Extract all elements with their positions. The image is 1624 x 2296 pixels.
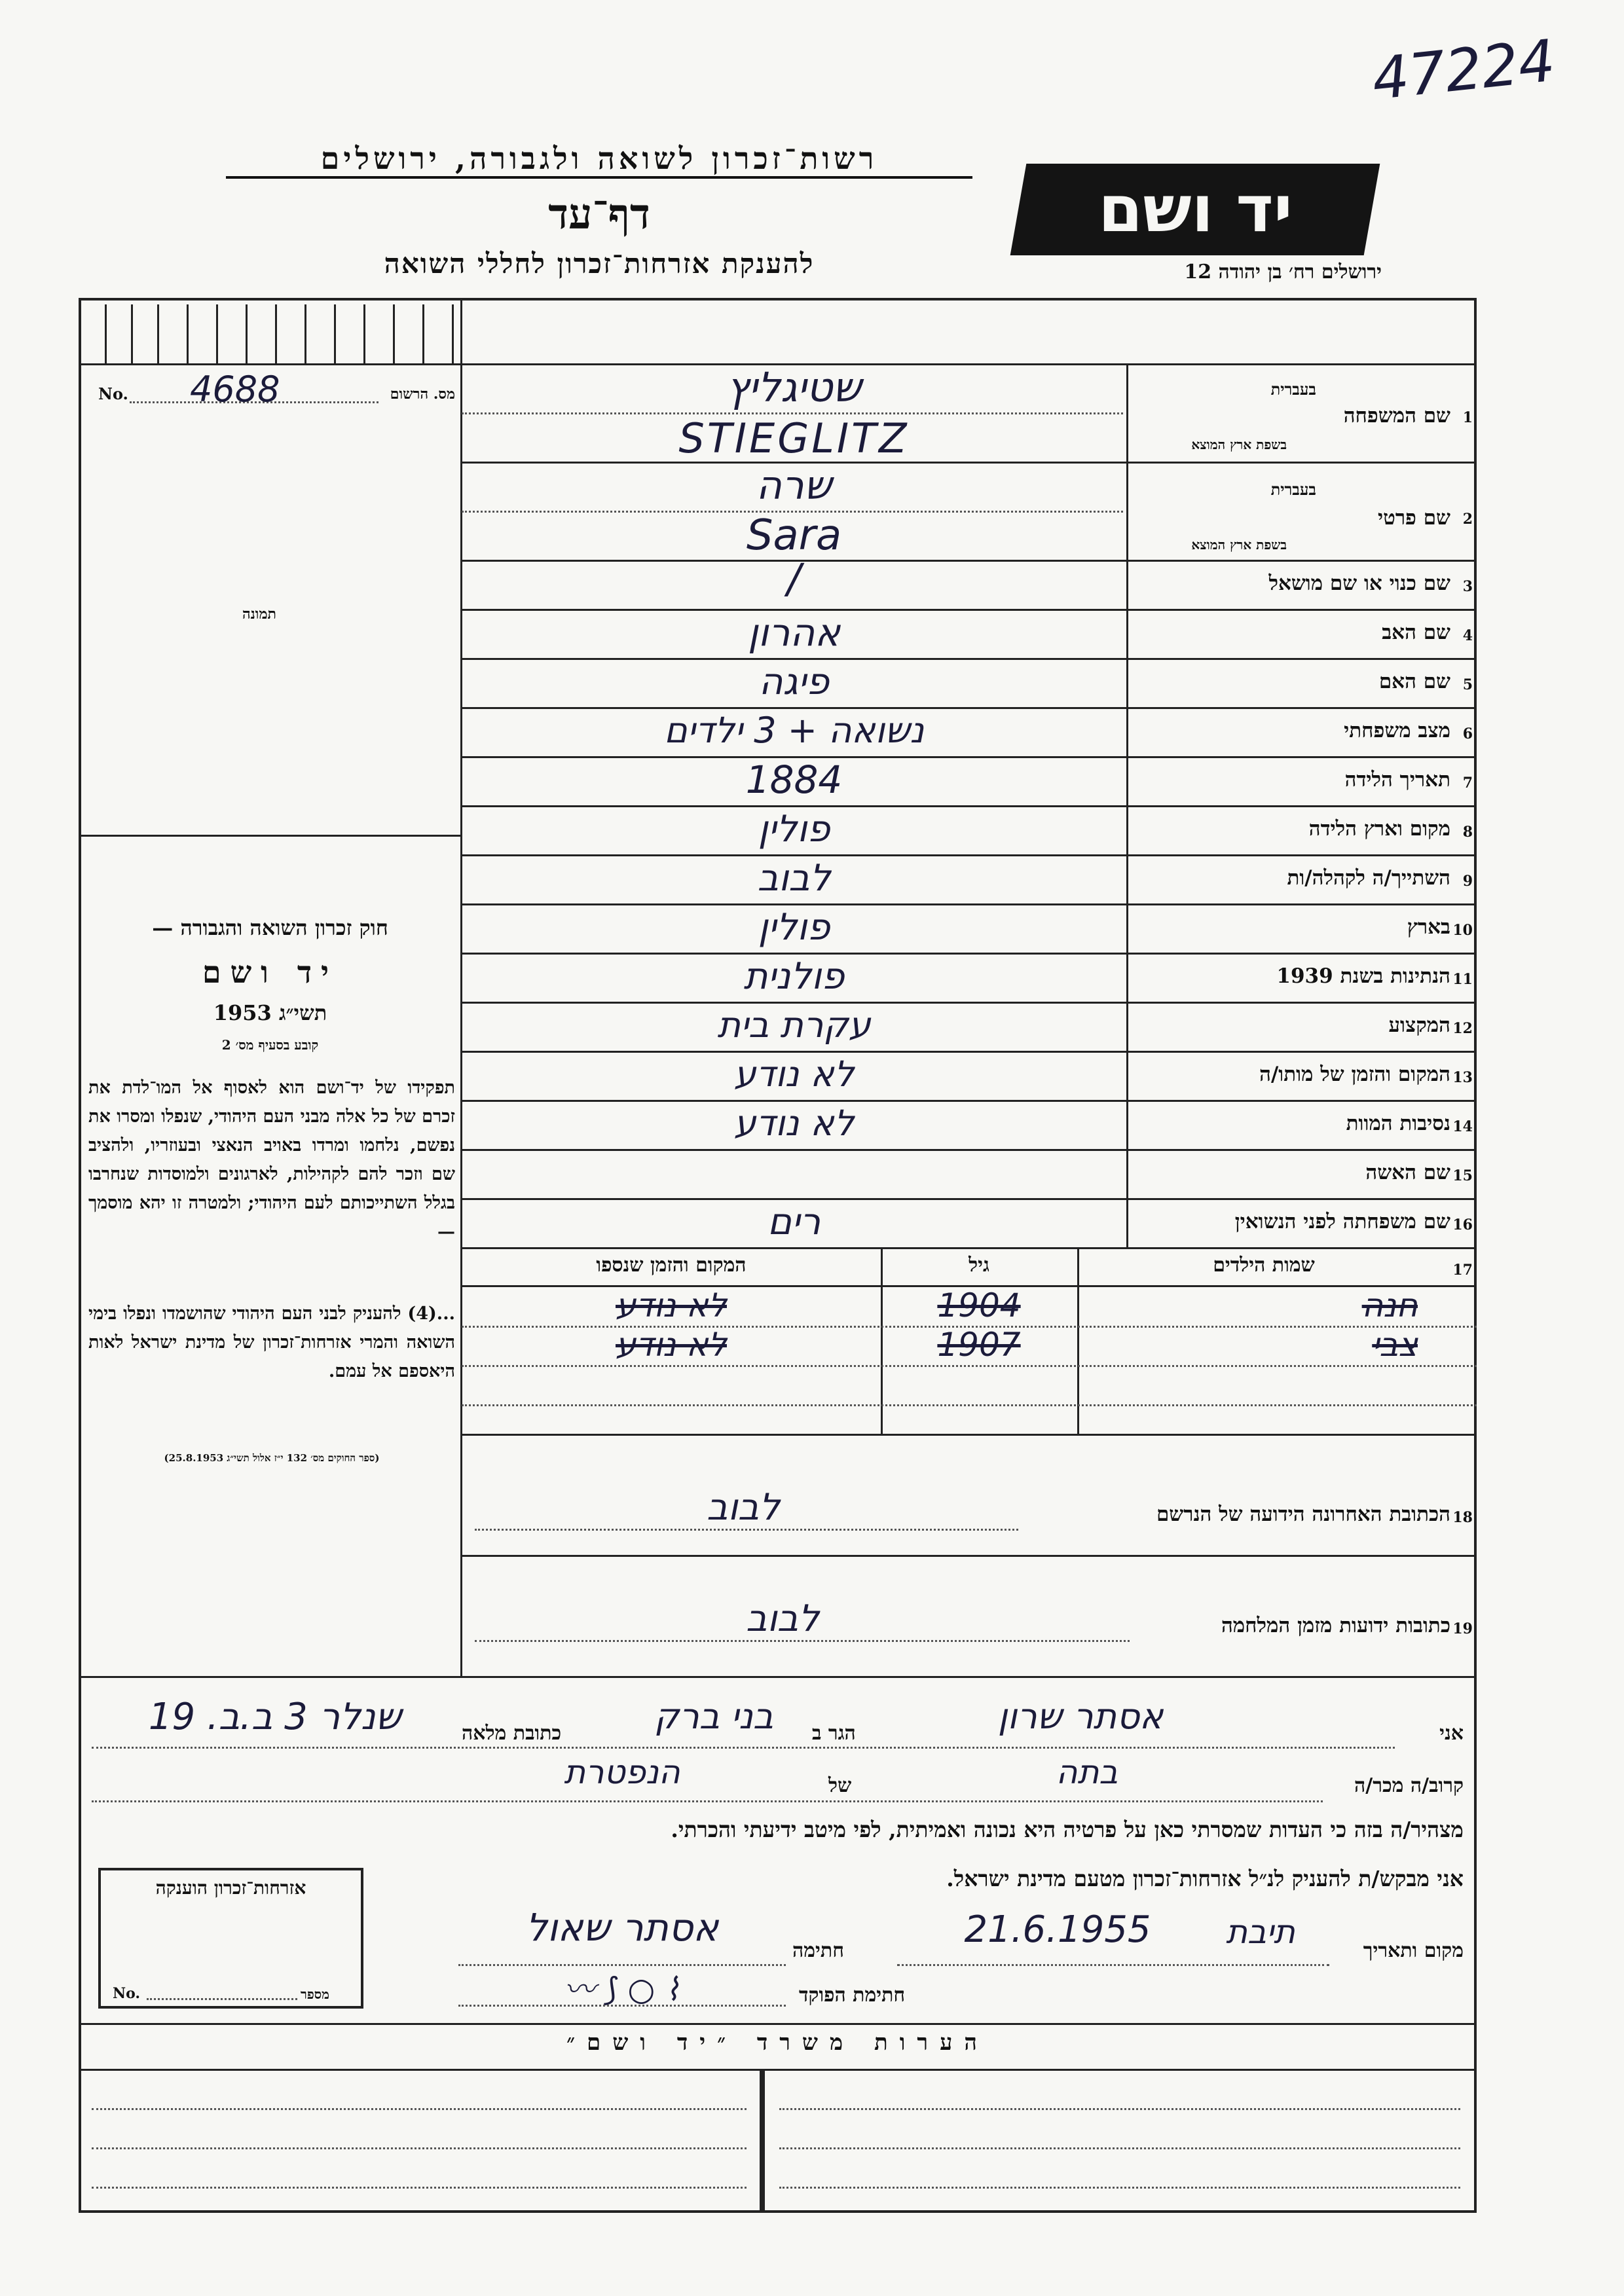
child-row: חנה 1904 לא נודע xyxy=(616,1286,1418,1324)
law-paragraph-2: ...(4) להעניק לבני העם היהודי שהושמדו ונפלו בימי השואה והמרי אזרחות־זכרון של מדינת ישראל לאות היאספם אל עמם. xyxy=(88,1303,455,1381)
field-wartime-addresses: 19 כתובות ידועות מזמן המלחמה לבוב xyxy=(462,1555,1477,1676)
form-title: דף־עד xyxy=(548,190,650,239)
field-alias: 3 שם כנוי או שם מושאל / xyxy=(462,560,1477,609)
form-subtitle: להענקת אזרחות־זכרון לחללי השואה xyxy=(384,247,815,280)
code-boxes xyxy=(105,304,452,363)
law-citation: (ספר החוקים מס׳ 132 י״ז אלול תשי״ג 25.8.1953) xyxy=(164,1452,380,1464)
law-year: תשי״ג 1953 xyxy=(213,1000,327,1025)
field-death-circumstances: 14 נסיבות המוות לא נודע xyxy=(462,1100,1477,1149)
declaration-request: אני מבקש/ת להעניק לנ״ל אזרחות־זכרון מטעם מדינת ישראל. xyxy=(946,1866,1464,1891)
field-first-name: 2 שם פרטי בעברית בשפת ארץ המוצא שרה Sara xyxy=(462,462,1477,560)
col-header-age: גיל xyxy=(969,1254,989,1277)
citizenship-stamp-box: אזרחות־זכרון הוענקה No. מספר xyxy=(98,1868,363,2009)
field-family-name: 1 שם המשפחה בעברית בשפת ארץ המוצא שטיגליץ STIEGLITZ xyxy=(462,363,1477,462)
field-marital-status: 6 מצב משפחתי נשואה + 3 ילדים xyxy=(462,707,1477,756)
family-name-latin: STIEGLITZ xyxy=(678,414,910,462)
photo-label: תמונה xyxy=(242,606,276,623)
field-last-address: 18 הכתובת האחרונה הידועה של הנרשם לבוב xyxy=(462,1434,1477,1555)
address-line: ירושלים רח׳ בן יהודה 12 xyxy=(1184,261,1382,283)
authority-title: רשות־זכרון לשואה ולגבורה, ירושלים xyxy=(226,141,972,179)
registration-number xyxy=(98,370,455,409)
archive-number: 47224 xyxy=(1369,26,1559,113)
field-death-place-time: 13 המקום והזמן של מותו/ה לא נודע xyxy=(462,1051,1477,1100)
col-header-place: המקום והזמן שנספו xyxy=(596,1254,747,1277)
declaration-section: אני אסתר שרון הגר ב בני ברק כתובת מלאה שנלר 3 ב.ב. 19 קרוב/ה מכר/ה בתה של הנפטרת מצהיר/ה בזה כי העדות שמסרתי כאן על פרטיה היא נכונה ואמיתית, לפי מיטב ידיעתי והכרתי. אני מבקש/ת להעניק לנ״ל אזרחות־זכרון מטעם מדינת ישראל. מקום ותאריך תיבת 21.6.1955 חתימה אסתר שאול חתימת הפוקד 〰 ⟆ ○ ⌇ xyxy=(79,1676,1477,2023)
family-name-hebrew: שטיגליץ xyxy=(726,363,862,411)
field-birth-place: 8 מקום וארץ הלידה פולין xyxy=(462,805,1477,854)
field-community: 9 השתייך/ה לקהלה/ות לבוב xyxy=(462,854,1477,903)
law-section: קובע בסעיף מס׳ 2 xyxy=(221,1037,319,1053)
logo-text: יד ושם xyxy=(1098,172,1293,247)
office-notes-title: הערות משרד ״יד ושם״ xyxy=(566,2030,989,2056)
child-row: צבי 1907 לא נודע xyxy=(616,1326,1418,1364)
col-header-names: שמות הילדים xyxy=(1213,1254,1315,1277)
field-birth-date: 7 תאריך הלידה 1884 xyxy=(462,756,1477,805)
field-profession: 12 המקצוע עקרת בית xyxy=(462,1002,1477,1051)
officer-signature: 〰 ⟆ ○ ⌇ xyxy=(564,1971,680,2008)
registration-label-he: מס. הרשום xyxy=(390,386,455,403)
registration-label-en: No. xyxy=(98,384,128,403)
first-name-latin: Sara xyxy=(746,511,842,560)
field-country: 10 בארץ פולין xyxy=(462,903,1477,953)
law-title: חוק זכרון השואה והגבורה — xyxy=(152,915,388,940)
children-table: 17 שמות הילדים גיל המקום והזמן שנספו חנה 1904 לא נודע צבי 1907 לא נודע xyxy=(462,1247,1477,1434)
law-paragraph-1: תפקידו של יד־ושם הוא לאסוף אל המו־לדת את זכרם של כל אלה מבני העם היהודי, שנפלו ומסרו את נפשם, נלחמו ומרדו באויב הנאצי ובעוזריו, ולהציב שם וזכר להם לקהילות, לארגונים ולמוסדות שנחרבו בגלל השתייכותם לעם היהודי; ולמטרה זו יהא מוסמך — xyxy=(88,1078,455,1242)
field-father-name: 4 שם האב אהרון xyxy=(462,609,1477,658)
field-wife-name: 15 שם האשה xyxy=(462,1149,1477,1198)
field-maiden-name: 16 שם משפחתה לפני הנשואין רים xyxy=(767,1201,1473,1243)
yad-vashem-logo xyxy=(1010,164,1380,255)
law-name: יד ושם xyxy=(202,955,339,990)
registration-value: 4688 xyxy=(190,369,280,410)
first-name-hebrew: שרה xyxy=(756,463,832,509)
declarant-signature: אסתר שאול xyxy=(525,1905,719,1950)
fields-section xyxy=(462,363,1477,1247)
field-citizenship-1939: 11 הנתינות בשנת 1939 פולנית xyxy=(462,953,1477,1002)
declaration-statement: מצהיר/ה בזה כי העדות שמסרתי כאן על פרטיה היא נכונה ואמיתית, לפי מיטב ידיעתי והכרתי. xyxy=(671,1817,1464,1842)
field-mother-name: 5 שם האם פיגה xyxy=(462,658,1477,707)
